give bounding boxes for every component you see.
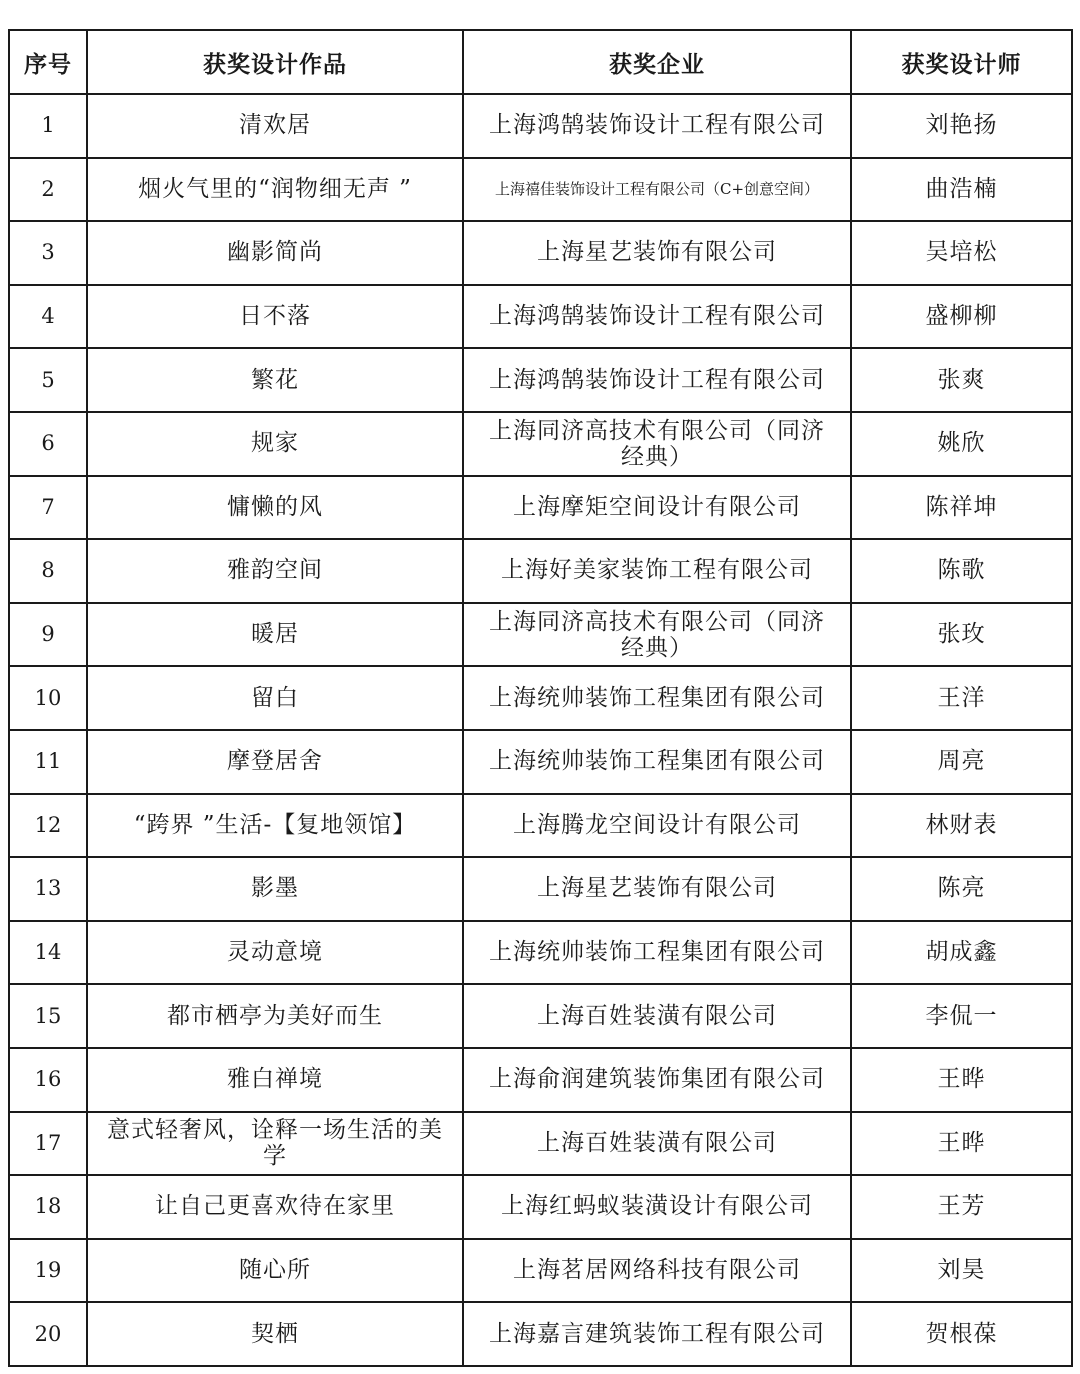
cell-designer: 王芳 [851,1175,1072,1239]
cell-no: 7 [9,476,87,540]
cell-company: 上海红蚂蚁装潢设计有限公司 [463,1175,851,1239]
table-row [9,1048,1072,1112]
cell-designer: 王晔 [851,1112,1072,1176]
table-row [9,794,1072,858]
cell-no: 9 [9,603,87,667]
cell-designer: 刘艳扬 [851,94,1072,158]
cell-company: 上海腾龙空间设计有限公司 [463,794,851,858]
cell-work: 随心所 [87,1239,463,1303]
header-work: 获奖设计作品 [87,30,463,94]
cell-work: 烟火气里的“润物细无声 ” [87,158,463,222]
table-row [9,984,1072,1048]
cell-company: 上海同济高技术有限公司（同济经典） [463,412,851,476]
cell-no: 11 [9,730,87,794]
cell-designer: 张爽 [851,348,1072,412]
table-row [9,921,1072,985]
table-row [9,285,1072,349]
cell-designer: 张玫 [851,603,1072,667]
cell-work: 都市栖亭为美好而生 [87,984,463,1048]
cell-company: 上海茗居网络科技有限公司 [463,1239,851,1303]
cell-company: 上海嘉言建筑装饰工程有限公司 [463,1302,851,1366]
cell-work: 规家 [87,412,463,476]
table-row [9,666,1072,730]
cell-designer: 刘昊 [851,1239,1072,1303]
cell-no: 19 [9,1239,87,1303]
cell-no: 5 [9,348,87,412]
table-row [9,857,1072,921]
cell-work: 暖居 [87,603,463,667]
cell-work: 清欢居 [87,94,463,158]
cell-company: 上海鸿鹄装饰设计工程有限公司 [463,348,851,412]
cell-company: 上海统帅装饰工程集团有限公司 [463,730,851,794]
cell-no: 15 [9,984,87,1048]
table-row [9,1239,1072,1303]
cell-no: 6 [9,412,87,476]
cell-company: 上海鸿鹄装饰设计工程有限公司 [463,285,851,349]
cell-no: 2 [9,158,87,222]
table-row [9,412,1072,476]
cell-work: 契栖 [87,1302,463,1366]
table-row [9,1175,1072,1239]
cell-designer: 盛柳柳 [851,285,1072,349]
cell-designer: 曲浩楠 [851,158,1072,222]
cell-no: 4 [9,285,87,349]
cell-no: 8 [9,539,87,603]
table-row [9,94,1072,158]
cell-no: 14 [9,921,87,985]
header-designer: 获奖设计师 [851,30,1072,94]
cell-designer: 王洋 [851,666,1072,730]
cell-company: 上海俞润建筑装饰集团有限公司 [463,1048,851,1112]
cell-company: 上海星艺装饰有限公司 [463,857,851,921]
table-row [9,1302,1072,1366]
cell-company: 上海统帅装饰工程集团有限公司 [463,921,851,985]
cell-work: 影墨 [87,857,463,921]
cell-designer: 周亮 [851,730,1072,794]
header-row [9,30,1072,94]
cell-no: 17 [9,1112,87,1176]
table-row [9,348,1072,412]
cell-no: 1 [9,94,87,158]
cell-work: 摩登居舍 [87,730,463,794]
cell-designer: 陈祥坤 [851,476,1072,540]
cell-work: 留白 [87,666,463,730]
cell-company: 上海同济高技术有限公司（同济经典） [463,603,851,667]
header-company: 获奖企业 [463,30,851,94]
cell-designer: 陈亮 [851,857,1072,921]
cell-work: 让自己更喜欢待在家里 [87,1175,463,1239]
cell-company: 上海禧佳装饰设计工程有限公司（C+创意空间） [463,158,851,222]
cell-designer: 吴培松 [851,221,1072,285]
header-no: 序号 [9,30,87,94]
cell-company: 上海鸿鹄装饰设计工程有限公司 [463,94,851,158]
cell-work: 日不落 [87,285,463,349]
table-row [9,539,1072,603]
cell-company: 上海统帅装饰工程集团有限公司 [463,666,851,730]
table-row [9,730,1072,794]
cell-no: 13 [9,857,87,921]
cell-no: 18 [9,1175,87,1239]
table-row [9,221,1072,285]
cell-designer: 李侃一 [851,984,1072,1048]
awards-table [8,29,1073,1367]
cell-company: 上海好美家装饰工程有限公司 [463,539,851,603]
cell-no: 3 [9,221,87,285]
cell-company: 上海百姓装潢有限公司 [463,984,851,1048]
cell-company: 上海星艺装饰有限公司 [463,221,851,285]
cell-designer: 姚欣 [851,412,1072,476]
table-row [9,1112,1072,1176]
cell-work: 幽影简尚 [87,221,463,285]
cell-designer: 陈歌 [851,539,1072,603]
cell-designer: 王晔 [851,1048,1072,1112]
cell-no: 12 [9,794,87,858]
cell-work: 雅白禅境 [87,1048,463,1112]
cell-work: 雅韵空间 [87,539,463,603]
table-row [9,476,1072,540]
cell-work: 繁花 [87,348,463,412]
cell-company: 上海摩矩空间设计有限公司 [463,476,851,540]
cell-no: 20 [9,1302,87,1366]
cell-designer: 胡成鑫 [851,921,1072,985]
cell-company: 上海百姓装潢有限公司 [463,1112,851,1176]
cell-designer: 林财表 [851,794,1072,858]
cell-no: 16 [9,1048,87,1112]
table-row [9,603,1072,667]
cell-work: 慵懒的风 [87,476,463,540]
cell-work: “跨界 ”生活-【复地领馆】 [87,794,463,858]
cell-work: 灵动意境 [87,921,463,985]
cell-designer: 贺根葆 [851,1302,1072,1366]
cell-work: 意式轻奢风，诠释一场生活的美学 [87,1112,463,1176]
table-row [9,158,1072,222]
cell-no: 10 [9,666,87,730]
